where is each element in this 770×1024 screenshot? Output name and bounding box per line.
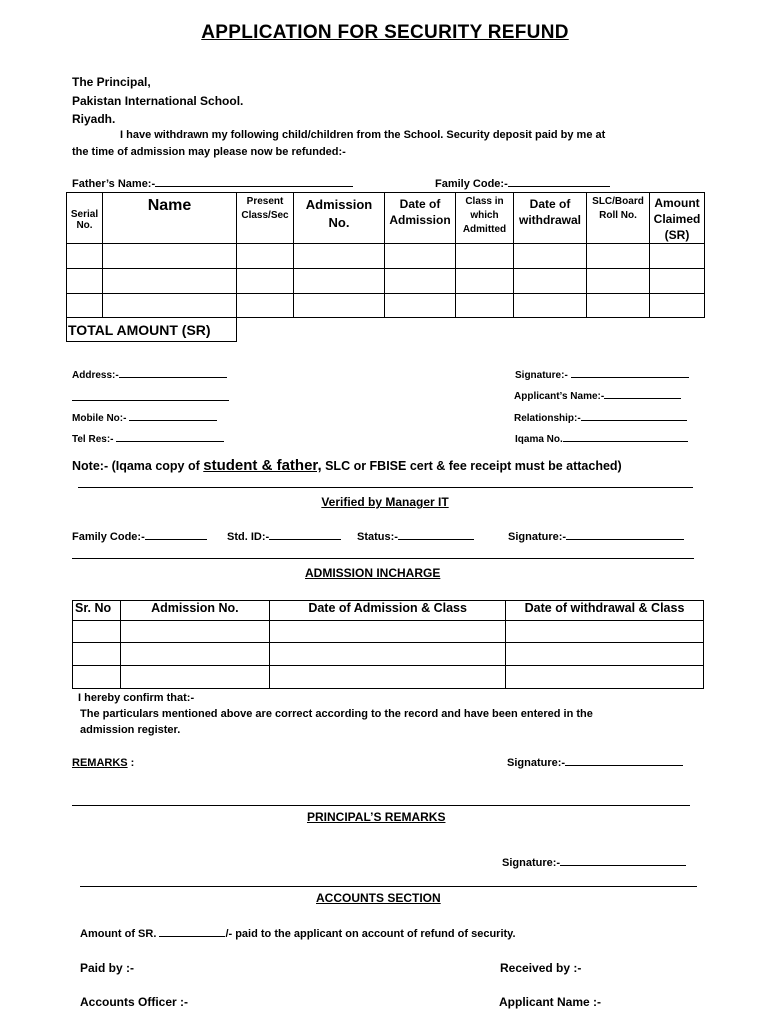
cell[interactable]	[587, 244, 650, 269]
relationship-label: Relationship:-	[514, 413, 581, 424]
cell[interactable]	[514, 269, 587, 294]
signature-blank[interactable]	[571, 377, 689, 378]
status-field[interactable]	[357, 531, 474, 543]
confirm-line-2: The particulars mentioned above are correct according to the record and have been entered in the	[80, 708, 593, 720]
cell[interactable]	[67, 269, 103, 294]
header-slc-roll: SLC/Board Roll No.	[587, 193, 650, 244]
applicants-name-label: Applicant’s Name:-	[514, 391, 605, 402]
fathers-name-label: Father’s Name:-	[72, 178, 156, 190]
cell[interactable]	[385, 244, 456, 269]
cell[interactable]	[103, 244, 237, 269]
admission-signature-field[interactable]	[507, 757, 683, 769]
cell[interactable]	[294, 244, 385, 269]
table-row	[73, 643, 704, 666]
total-amount-cell[interactable]	[237, 318, 705, 342]
header-admission-no: Admission No.	[294, 193, 385, 244]
table-row	[67, 244, 705, 269]
std-id-label: Std. ID:-	[227, 531, 270, 543]
cell[interactable]	[294, 294, 385, 318]
fathers-name-blank[interactable]	[155, 186, 353, 187]
cell[interactable]	[237, 294, 294, 318]
cell[interactable]	[237, 269, 294, 294]
tel-blank[interactable]	[116, 441, 224, 442]
header-present-class: Present Class/Sec	[237, 193, 294, 244]
iqama-field[interactable]	[515, 434, 688, 445]
std-id-field[interactable]	[227, 531, 341, 543]
header-serial: Serial No.	[67, 193, 103, 244]
received-by-label: Received by :-	[500, 961, 582, 975]
table-row	[67, 294, 705, 318]
family-code-field[interactable]	[435, 178, 610, 190]
header-class-admitted: Class in which Admitted	[456, 193, 514, 244]
mobile-label: Mobile No:-	[72, 413, 127, 424]
cell[interactable]	[385, 269, 456, 294]
std-id-blank[interactable]	[269, 539, 341, 540]
cell[interactable]	[506, 621, 704, 643]
cell[interactable]	[514, 244, 587, 269]
confirm-line-1: I hereby confirm that:-	[78, 692, 195, 704]
admission-heading: ADMISSION INCHARGE	[305, 566, 441, 580]
mobile-field[interactable]	[72, 413, 217, 424]
verified-signature-label: Signature:-	[508, 531, 567, 543]
admission-header-sr-no: Sr. No	[73, 601, 121, 621]
amount-blank[interactable]	[159, 936, 225, 937]
accounts-heading: ACCOUNTS SECTION	[316, 891, 441, 905]
principal-signature-field[interactable]	[502, 857, 686, 869]
divider	[78, 487, 693, 488]
note: Note:- (Iqama copy of student & father, SLC or FBISE cert & fee receipt must be attached)	[72, 457, 622, 474]
admission-signature-blank[interactable]	[565, 765, 683, 766]
principal-signature-label: Signature:-	[502, 857, 561, 869]
amount-refund-line[interactable]	[80, 928, 516, 940]
addressee-line-1: The Principal,	[72, 75, 151, 89]
addressee-line-3: Riyadh.	[72, 112, 116, 126]
admission-signature-label: Signature:-	[507, 757, 566, 769]
verified-signature-blank[interactable]	[566, 539, 684, 540]
cell[interactable]	[456, 294, 514, 318]
cell[interactable]	[237, 244, 294, 269]
iqama-blank[interactable]	[563, 441, 688, 442]
tel-field[interactable]	[72, 434, 224, 445]
intro-line-1: I have withdrawn my following child/children from the School. Security deposit paid by me at	[120, 129, 606, 141]
remarks-colon: :	[127, 757, 135, 769]
total-row	[67, 318, 705, 342]
cell[interactable]	[120, 666, 270, 689]
cell[interactable]	[456, 269, 514, 294]
cell[interactable]	[73, 643, 121, 666]
cell[interactable]	[650, 244, 705, 269]
cell[interactable]	[73, 621, 121, 643]
mobile-blank[interactable]	[129, 420, 217, 421]
cell[interactable]	[514, 294, 587, 318]
cell[interactable]	[103, 294, 237, 318]
amount-suffix: /- paid to the applicant on account of refund of security.	[225, 928, 516, 940]
addressee-line-2: Pakistan International School.	[72, 94, 244, 108]
applicant-name-label: Applicant Name :-	[499, 995, 602, 1009]
verified-signature-field[interactable]	[508, 531, 684, 543]
iqama-label: Iqama No.	[515, 434, 563, 445]
cell[interactable]	[587, 294, 650, 318]
remarks-label: REMARKS	[72, 757, 128, 769]
cell[interactable]	[650, 294, 705, 318]
applicants-name-blank[interactable]	[604, 398, 681, 399]
principal-signature-blank[interactable]	[560, 865, 686, 866]
cell[interactable]	[270, 666, 506, 689]
cell[interactable]	[294, 269, 385, 294]
status-label: Status:-	[357, 531, 398, 543]
page-title: APPLICATION FOR SECURITY REFUND	[201, 22, 569, 43]
note-emphasis: student & father,	[203, 457, 322, 474]
applicant-signature-field[interactable]	[515, 370, 689, 381]
confirm-line-3: admission register.	[80, 724, 181, 736]
header-amount-claimed: Amount Claimed (SR)	[650, 193, 705, 244]
table-row	[73, 621, 704, 643]
divider	[80, 886, 697, 887]
paid-by-label: Paid by :-	[80, 961, 135, 975]
cell[interactable]	[385, 294, 456, 318]
header-date-of-admission: Date of Admission	[385, 193, 456, 244]
admission-table	[72, 600, 704, 689]
cell[interactable]	[120, 621, 270, 643]
fathers-name-field[interactable]	[72, 178, 353, 190]
relationship-blank[interactable]	[581, 420, 687, 421]
address-label: Address:-	[72, 370, 119, 381]
principal-heading: PRINCIPAL’S REMARKS	[307, 810, 446, 824]
cell[interactable]	[270, 621, 506, 643]
cell[interactable]	[506, 666, 704, 689]
accounts-officer-label: Accounts Officer :-	[80, 995, 189, 1009]
cell[interactable]	[587, 269, 650, 294]
status-blank[interactable]	[398, 539, 474, 540]
relationship-field[interactable]	[514, 413, 687, 424]
cell[interactable]	[67, 244, 103, 269]
header-date-of-withdrawal: Date of withdrawal	[514, 193, 587, 244]
cell[interactable]	[120, 643, 270, 666]
address-blank[interactable]	[119, 377, 227, 378]
cell[interactable]	[67, 294, 103, 318]
divider	[72, 805, 690, 806]
address-field[interactable]	[72, 370, 227, 381]
cell[interactable]	[506, 643, 704, 666]
verified-heading: Verified by Manager IT	[321, 495, 449, 509]
cell[interactable]	[270, 643, 506, 666]
tel-label: Tel Res:-	[72, 434, 114, 445]
amount-prefix: Amount of SR.	[80, 928, 160, 940]
cell[interactable]	[456, 244, 514, 269]
admission-header-date-of-withdrawal: Date of withdrawal & Class	[506, 601, 704, 621]
header-name: Name	[103, 193, 237, 244]
cell[interactable]	[650, 269, 705, 294]
signature-label: Signature:-	[515, 370, 568, 381]
table-row	[73, 666, 704, 689]
cell[interactable]	[103, 269, 237, 294]
admission-header-admission-no: Admission No.	[120, 601, 270, 621]
cell[interactable]	[73, 666, 121, 689]
family-code-label: Family Code:-	[435, 178, 508, 190]
admission-header-date-of-admission: Date of Admission & Class	[270, 601, 506, 621]
address-line-2-blank[interactable]	[72, 400, 229, 401]
applicants-name-field[interactable]	[514, 391, 681, 402]
verified-family-code-field[interactable]	[72, 531, 207, 543]
family-code-blank[interactable]	[508, 186, 610, 187]
verified-family-code-blank[interactable]	[145, 539, 207, 540]
divider	[72, 558, 694, 559]
verified-family-code-label: Family Code:-	[72, 531, 145, 543]
remarks-field[interactable]	[72, 757, 134, 769]
children-table	[66, 192, 705, 342]
total-amount-label: TOTAL AMOUNT (SR)	[67, 318, 237, 342]
table-row	[67, 269, 705, 294]
intro-line-2: the time of admission may please now be refunded:-	[72, 146, 346, 158]
